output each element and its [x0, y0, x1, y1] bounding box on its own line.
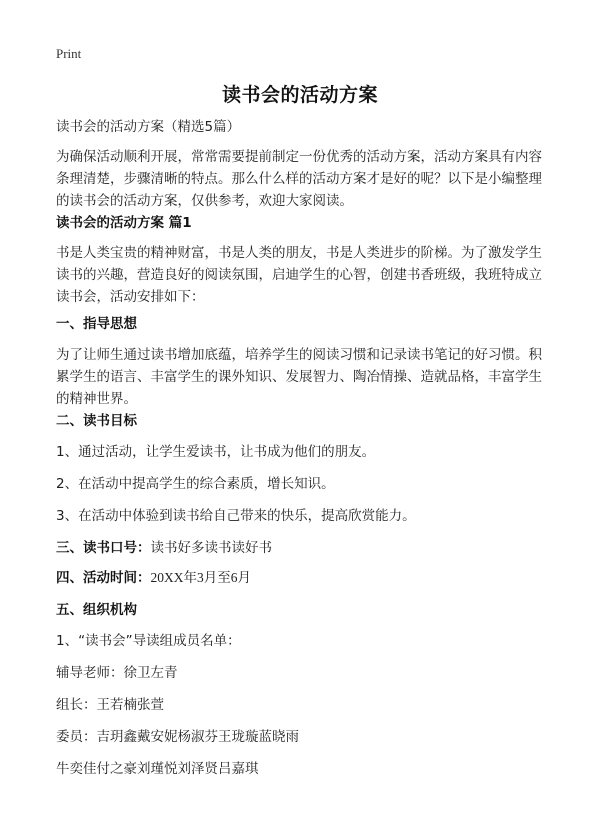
- time-text: 20XX年3月至6月: [150, 570, 251, 585]
- goal-item-2: 2、在活动中提高学生的综合素质，增长知识。: [56, 476, 335, 492]
- page-title: 读书会的活动方案: [221, 84, 378, 106]
- slogan-heading: 三、读书口号：: [56, 540, 151, 556]
- goal-item-3: 3、在活动中体验到读书给自己带来的快乐，提高欣赏能力。: [56, 508, 416, 524]
- slogan-text: 读书好多读书读好书: [150, 540, 272, 556]
- org-item-5: 牛奕佳付之豪刘瑾悦刘泽贤吕嘉琪: [56, 761, 259, 777]
- goals-heading: 二、读书目标: [56, 413, 137, 429]
- org-item-3: 组长：王若楠张萱: [56, 697, 164, 713]
- guiding-paragraph: 为了让师生通过读书增加底蕴，培养学生的阅读习惯和记录读书笔记的好习惯。积累学生的语言、丰富学生的课外知识、发展智力、陶冶情操、造就品格，丰富学生的精神世界。: [56, 347, 542, 407]
- print-label[interactable]: Print: [56, 46, 82, 61]
- opening-paragraph: 书是人类宝贵的精神财富，书是人类的朋友，书是人类进步的阶梯。为了激发学生读书的兴趣，营造良好的阅读氛围，启迪学生的心智，创建书香班级，我班特成立读书会，活动安排如下：: [56, 245, 542, 305]
- intro-subtitle: 读书会的活动方案（精选5篇）: [56, 119, 241, 135]
- org-item-2: 辅导老师：徐卫左青: [56, 665, 178, 681]
- org-item-1: 1、“读书会”导读组成员名单：: [56, 633, 241, 649]
- slogan-line: [56, 537, 550, 559]
- section-title: 读书会的活动方案 篇1: [56, 215, 192, 231]
- org-heading: 五、组织机构: [56, 602, 137, 618]
- guiding-heading: 一、指导思想: [56, 316, 137, 332]
- time-heading: 四、活动时间：: [56, 570, 151, 586]
- intro-paragraph: 为确保活动顺利开展，常常需要提前制定一份优秀的活动方案，活动方案具有内容条理清楚，步骤清晰的特点。那么什么样的活动方案才是好的呢？以下是小编整理的读书会的活动方案，仅供参考，欢迎大家阅读。: [56, 149, 542, 209]
- goal-item-1: 1、通过活动，让学生爱读书，让书成为他们的朋友。: [56, 444, 376, 460]
- time-line: [56, 567, 550, 589]
- org-item-4: 委员：吉玥鑫戴安妮杨淑芬王珑璇蓝晓雨: [56, 729, 299, 745]
